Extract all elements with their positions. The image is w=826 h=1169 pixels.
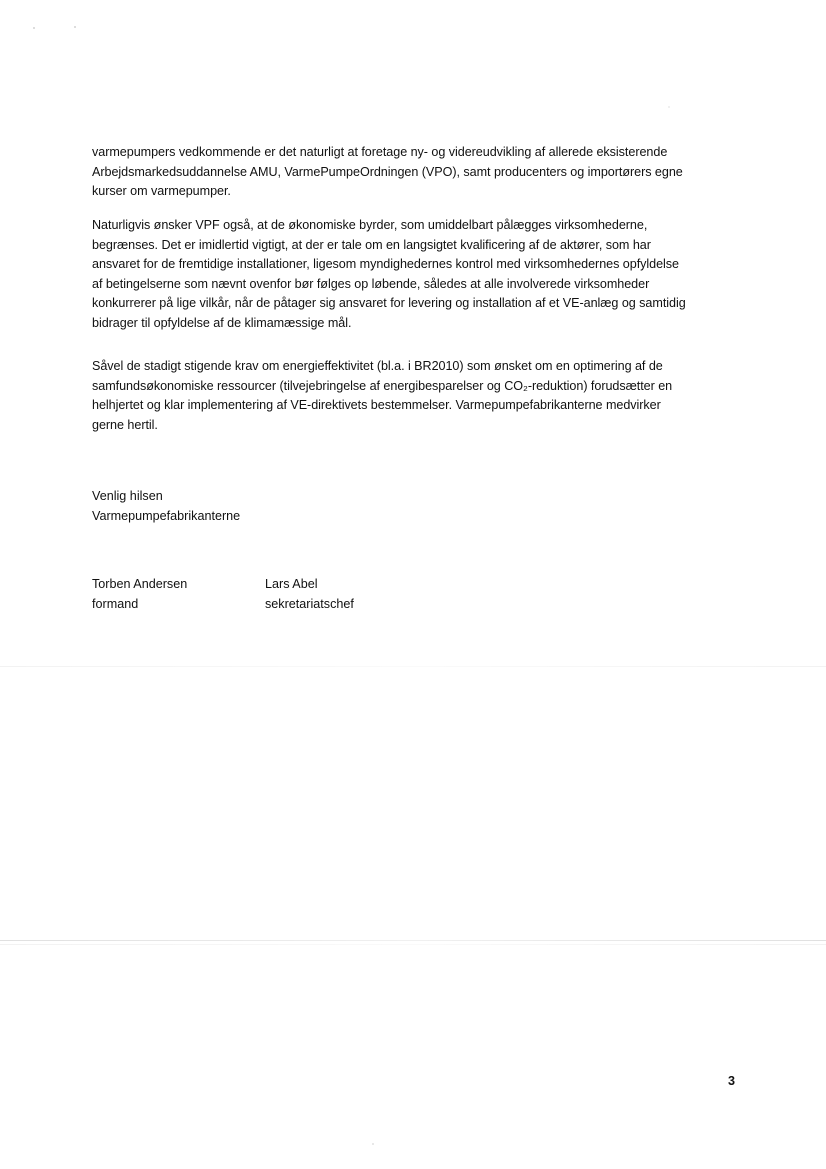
body-paragraph-2 [92,216,742,334]
scan-speck [74,26,76,28]
scan-artifact-line [0,944,826,945]
signer-title: formand [92,597,139,611]
closing-block [92,486,240,526]
body-paragraph-3 [92,357,742,435]
scan-artifact-line [0,940,826,941]
scan-speck [33,27,35,29]
paragraph-text: Såvel de stadigt stigende krav om energieffektivitet (bl.a. i BR2010) som ønsket om en optimering af de samfundsøkonomiske ressourcer (tilvejebringelse af energibesparelser og CO₂-reduktion) forudsætter en helhjertet og klar implementering af VE-direktivets bestemmelser. Varmepumpefabrikanterne medvirker gerne hertil. [92,359,673,432]
paragraph-text: Naturligvis ønsker VPF også, at de økonomiske byrder, som umiddelbart pålægges virksomhederne, begrænses. Det er imidlertid vigtigt, at der er tale om en langsigtet kvalificering af de aktører, som har ansvaret for de fremtidige installationer, ligesom myndighedernes kontrol med virksomhedernes opfyldelse af betingelserne som nævnt ovenfor bør følges op løbende, således at alle involverede virksomheder konkurrerer på lige vilkår, når de påtager sig ansvaret for levering og installation af et VE-anlæg og samtidig bidrager til opfyldelse af de klimamæssige mål. [92,218,686,330]
salutation: Venlig hilsen [92,489,163,503]
organization-name: Varmepumpefabrikanterne [92,509,241,523]
scan-artifact-line [0,666,826,667]
signer-block [92,574,187,614]
signer-title: sekretariatschef [265,597,354,611]
scan-speck [668,106,670,108]
page-number: 3 [728,1074,736,1088]
paragraph-text: varmepumpers vedkommende er det naturligt at foretage ny- og videreudvikling af allerede eksisterende Arbejdsmarkedsuddannelse AMU, VarmePumpeOrdningen (VPO), samt producenters og importørers egne kurser om varmepumper. [92,145,683,199]
signer-block [265,574,354,614]
body-paragraph-1 [92,143,742,202]
scan-speck [372,1143,374,1145]
signer-name: Lars Abel [265,577,318,591]
signer-name: Torben Andersen [92,577,188,591]
